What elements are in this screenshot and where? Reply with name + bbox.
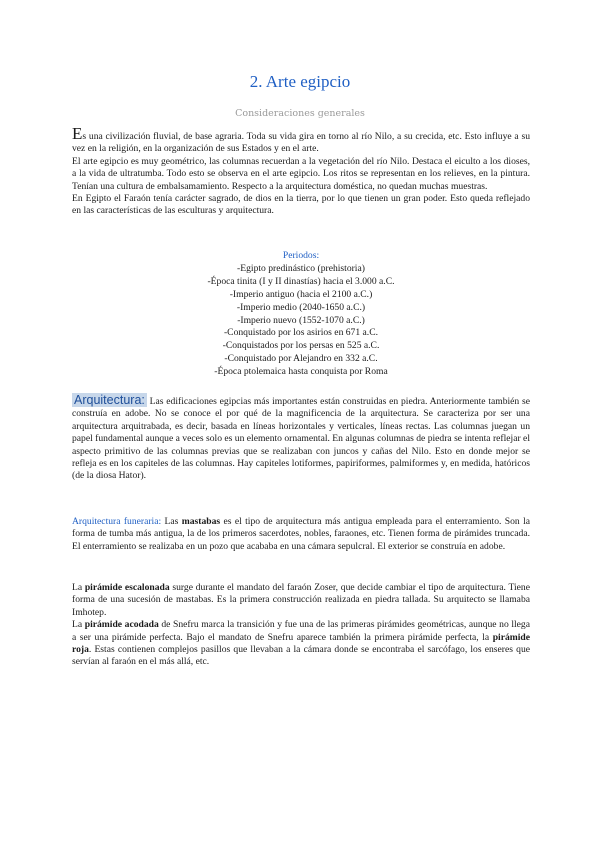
period-item: -Conquistado por Alejandro en 332 a.C. — [224, 353, 378, 365]
intro-section — [72, 124, 530, 218]
period-item: -Imperio nuevo (1552-1070 a.C.) — [237, 314, 365, 326]
funeraria-section — [72, 516, 530, 553]
period-item: -Conquistados por los persas en 525 a.C. — [222, 340, 380, 352]
piramides-section — [72, 582, 530, 669]
page-title: 2. Arte egipcio — [249, 72, 351, 91]
arquitectura-paragraph: Arquitectura: Las edificaciones egipcias más importantes están construidas en piedra. Anteriormente también se construía en adobe. No se conoce el por qué de la magnificencia de la arquitectura. Se caracteriza por ser una arquitectura arquitrabada, es decir, basada en líneas horizontales y verticales, líneas rectas. Las columnas juegan un papel fundamental aunque a veces solo es un elemento ornamental. En algunas columnas de piedra se intenta reflejar el aspecto primitivo de las columnas previas que se realizaban con juncos y cañas del Nilo. Esto en donde mejor se refleja es en los capiteles de las columnas. Hay capiteles lotiformes, papiriformes, palmiformes y, en medida, hatóricos (de la diosa Hator). — [72, 393, 530, 482]
piramide-escalonada-paragraph: La pirámide escalonada surge durante el mandato del faraón Zoser, que decide cambiar el tipo de arquitectura. Tiene forma de una sucesión de mastabas. Es la primera construcción realizada en piedra tallada. Su arquitecto se llamaba Imhotep. — [72, 582, 530, 618]
page-subtitle: Consideraciones generales — [235, 108, 365, 119]
period-item: -Egipto predinástico (prehistoria) — [237, 262, 365, 274]
period-item: -Conquistado por los asirios en 671 a.C. — [223, 327, 379, 339]
funeraria-paragraph: Arquitectura funeraria: Las mastabas es el tipo de arquitectura más antigua empleada para el enterramiento. Son la forma de tumba más antigua, la de los primeros sacerdotes, nobles, faraones, etc. Tienen forma de pirámides truncada. El enterramiento se realizaba en un pozo que acababa en una cámara sepulcral. El exterior se construía en adobe. — [72, 516, 530, 552]
arquitectura-heading: Arquitectura: — [74, 393, 145, 407]
period-item: -Imperio medio (2040-1650 a.C.) — [236, 301, 366, 313]
piramide-acodada-paragraph: La pirámide acodada de Snefru marca la transición y fue una de las primeras pirámides geométricas, aunque no llega a ser una pirámide perfecta. Bajo el mandato de Snefru aparece también la primera pirámide perfecta, la pirámide roja. Estas contienen complejos pasillos que llevaban a la cámara donde se encontraba el sarcófago, los enseres que servían al faraón en el más allá, etc. — [72, 619, 530, 668]
piramide-acodada-term: pirámide acodada — [84, 619, 159, 631]
mastabas-term: mastabas — [181, 516, 221, 527]
piramide-roja-term: pirámide roja — [72, 631, 530, 656]
period-item: -Época ptolemaica hasta conquista por Roma — [214, 366, 388, 378]
periods-title: Periodos: — [282, 250, 320, 261]
piramide-escalonada-term: pirámide escalonada — [84, 582, 170, 593]
periods-list — [72, 250, 530, 379]
funeraria-heading: Arquitectura funeraria: — [72, 516, 162, 527]
arquitectura-section — [72, 394, 530, 483]
period-item: -Época tinita (I y II dinastías) hacia el 3.000 a.C. — [207, 275, 395, 287]
intro-paragraph-1: Es una civilización fluvial, de base agraria. Toda su vida gira en torno al río Nilo, a su crecida, etc. Esto influye a su vez en la religión, en la organización de sus Estados y en el arte. — [72, 124, 530, 155]
period-item: -Imperio antiguo (hacia el 2100 a.C.) — [229, 288, 373, 300]
intro-paragraph-3: En Egipto el Faraón tenía carácter sagrado, de dios en la tierra, por lo que tienen un gran poder. Esto queda reflejado en las características de las esculturas y arquitectura. — [72, 193, 530, 217]
drop-cap: E — [72, 124, 83, 143]
intro-paragraph-2: El arte egipcio es muy geométrico, las columnas recuerdan a la vegetación del río Nilo. Destaca el eiculto a los dioses, a la vida de ultratumba. Todo esto se observa en el arte egipcio. Los ritos se representan en los relieves, en la pintura. Tenían una cultura de embalsamamiento. Respecto a la arquitectura doméstica, no quedan muchas muestras. — [72, 155, 530, 192]
